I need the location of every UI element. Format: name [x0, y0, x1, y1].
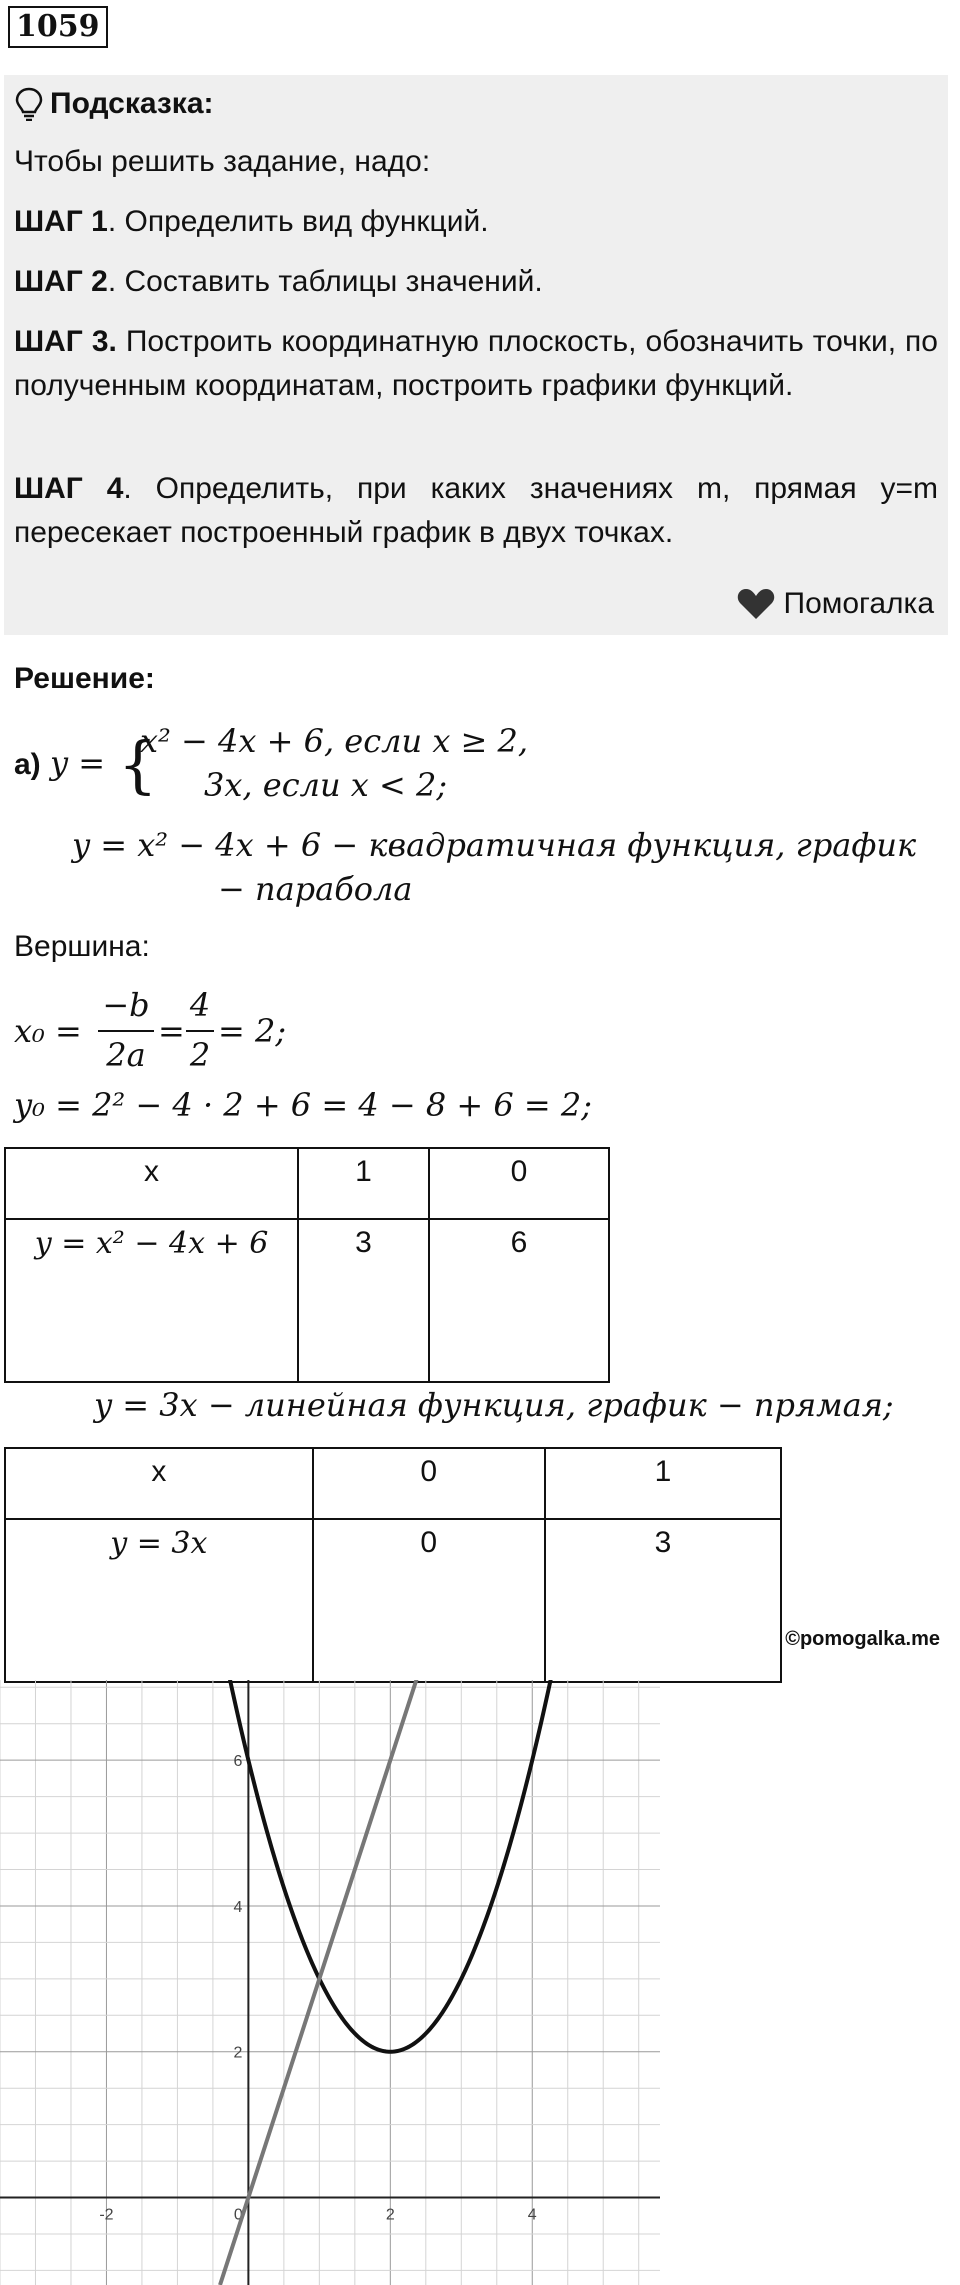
- quad-line-1: y = x² − 4x + 6 − квадратичная функция, график: [72, 826, 917, 864]
- brand-label: Помогалка: [783, 587, 934, 620]
- lightbulb-icon: [14, 87, 44, 121]
- heart-icon: [736, 587, 776, 621]
- table-row: [5, 1519, 781, 1682]
- fraction-bar: [98, 1030, 154, 1032]
- x0-rhs: = 2;: [218, 1012, 287, 1050]
- hint-title-text: Подсказка:: [50, 87, 214, 120]
- table-cell: 1: [545, 1448, 781, 1519]
- table-cell: y = x² − 4x + 6: [5, 1219, 298, 1382]
- quad-line-2: − парабола: [218, 870, 413, 908]
- part-label: а): [14, 748, 41, 781]
- system-line-1: x² − 4x + 6, если x ≥ 2,: [140, 722, 529, 760]
- problem-number: 1059: [8, 6, 108, 48]
- x0-lhs: x₀ =: [14, 1012, 82, 1050]
- table-row: [5, 1448, 781, 1519]
- x0-fraction2-den: 2: [189, 1036, 211, 1074]
- hint-step-1: ШАГ 1. Определить вид функций.: [14, 205, 489, 238]
- table-cell: 0: [429, 1148, 609, 1219]
- x-tick-label: 4: [527, 2206, 537, 2224]
- function-graph: [0, 1680, 660, 2285]
- vertex-label: Вершина:: [14, 930, 150, 963]
- y-tick-label: 4: [233, 1898, 243, 1916]
- y-tick-label: 6: [233, 1753, 243, 1771]
- table-row: [5, 1219, 609, 1382]
- table-cell: 6: [429, 1219, 609, 1382]
- hint-intro: Чтобы решить задание, надо:: [14, 145, 431, 178]
- hint-step-2: ШАГ 2. Составить таблицы значений.: [14, 265, 543, 298]
- x-tick-label: -2: [99, 2206, 114, 2224]
- hint-step-3: ШАГ 3. Построить координатную плоскость, обозначить точки, по полученным координатам, построить графики функций.: [14, 325, 938, 402]
- fraction2-bar: [186, 1030, 214, 1032]
- hint-step-4: ШАГ 4. Определить, при каких значениях m, прямая y=m пересекает построенный график в двух точках.: [14, 472, 938, 549]
- table-cell: 0: [313, 1448, 545, 1519]
- linear-line: y = 3x − линейная функция, график − прямая;: [94, 1386, 894, 1424]
- x0-fraction-den: 2a: [106, 1036, 146, 1074]
- brace-icon: {: [118, 728, 158, 801]
- brand-link[interactable]: [736, 587, 935, 621]
- y-tick-label: 2: [233, 2044, 243, 2062]
- table-cell: 3: [298, 1219, 429, 1382]
- table-cell: 0: [313, 1519, 545, 1682]
- x0-fraction-num: −b: [102, 986, 150, 1024]
- table-cell: 3: [545, 1519, 781, 1682]
- x-tick-label: 0: [233, 2206, 243, 2224]
- watermark: ©pomogalka.me: [785, 1628, 940, 1650]
- x0-mid: =: [158, 1012, 185, 1050]
- x0-fraction2-num: 4: [189, 986, 211, 1024]
- x-tick-label: 2: [385, 2206, 395, 2224]
- hint-title: [14, 87, 214, 121]
- hint-box: [4, 75, 948, 635]
- table-cell: x: [5, 1448, 313, 1519]
- table-cell: 1: [298, 1148, 429, 1219]
- table-cell: x: [5, 1148, 298, 1219]
- table-cell: y = 3x: [5, 1519, 313, 1682]
- system-lhs: y =: [50, 744, 106, 782]
- value-table-linear: [4, 1447, 782, 1683]
- solution-heading: Решение:: [14, 662, 155, 695]
- y0-line: y₀ = 2² − 4 · 2 + 6 = 4 − 8 + 6 = 2;: [14, 1086, 592, 1124]
- value-table-parabola: [4, 1147, 610, 1383]
- table-row: [5, 1148, 609, 1219]
- system-line-2: 3x, если x < 2;: [204, 766, 448, 804]
